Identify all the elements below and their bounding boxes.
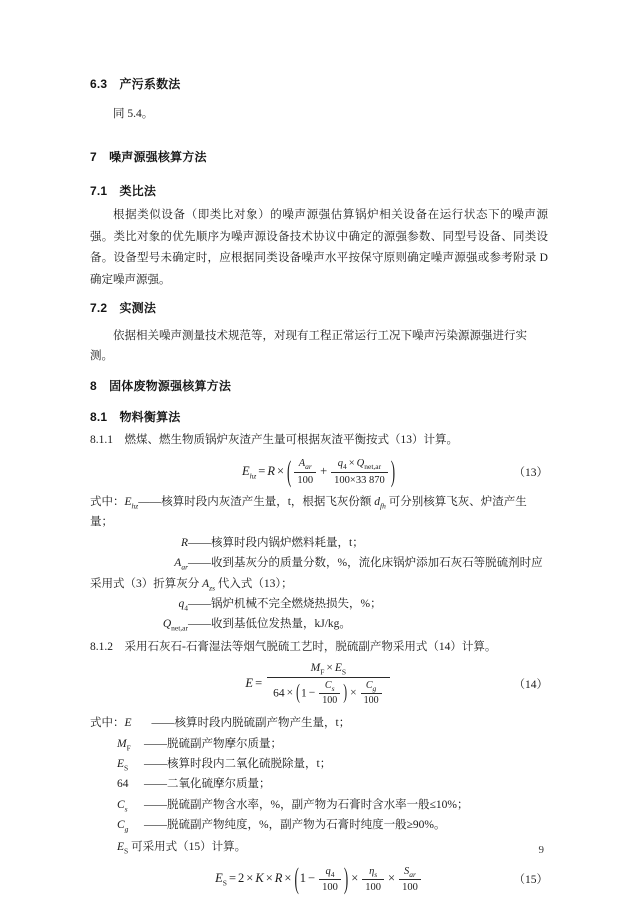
var-E: E	[241, 464, 250, 479]
heading-8-1: 8.1 物料衡算法	[90, 410, 181, 425]
fraction: $\frac{S_{ar}}{100}$	[399, 865, 421, 895]
formula-15-number: （15）	[513, 874, 548, 887]
formula-14	[90, 662, 548, 707]
page-number: 9	[538, 844, 544, 856]
left-paren: (	[294, 860, 299, 896]
formula-14-number: （14）	[513, 679, 548, 692]
var-E: E	[215, 871, 223, 886]
formula-15-body: $E_S = 2 \times K \times R \times (1$ − $\frac{q_4}{100}$ ) × $\frac{\eta_s}{100}$ × $\frac{S_{ar}}{100}$	[215, 871, 423, 885]
where14-row-64: 64 ——二氧化硫摩尔质量；	[117, 778, 271, 791]
fraction: $\frac{C_s}{100}$	[319, 680, 340, 708]
fraction: $\frac{q_4 \times Q_{net,ar}}{100\times 33 870}$	[331, 457, 388, 487]
where14-row-e: 式中：E ——核算时段内脱硫副产物产生量，t；	[90, 717, 351, 730]
formula-14-body: E = $M_F \times E_S$ 64 × (1 − $\frac{C_s}{100}$ ) × $\frac{C_g}{100}$	[245, 676, 392, 690]
var-E: E	[245, 676, 254, 691]
where-label: 式中：	[90, 495, 125, 508]
where14-row-es: $E_S$ ——核算时段内二氧化硫脱除量，t；	[117, 757, 332, 773]
formula-15	[90, 860, 548, 896]
para-8-1-1: 8.1.1 燃煤、燃生物质锅炉灰渣产生量可根据灰渣平衡按式（13）计算。	[90, 434, 458, 447]
formula-13-number: （13）	[513, 467, 548, 480]
para-7-1: 根据类似设备（即类比对象）的噪声源强估算锅炉相关设备在运行状态下的噪声源强。类比对象的优先顺序为噪声源设备技术协议中确定的源强参数、同型号设备、同类设备。设备型号未确定时，应根据同类设备噪声水平按保守原则确定噪声源强或参考附录 D 确定噪声源强。	[90, 209, 548, 286]
where14-row-mf: $M_F$ ——脱硫副产物摩尔质量；	[117, 737, 282, 752]
fraction: $\frac{\eta_s}{100}$	[362, 865, 384, 895]
where14-row-cg: $C_g$ ——脱硫副产物纯度，%，副产物为石膏时纯度一般≥90%。	[117, 819, 446, 834]
left-paren: (	[287, 453, 292, 489]
formula-13-body: $E_{hz} = R$ × ( $\frac{A_{ar}}{100}$ + $\frac{q_4 \times Q_{net,ar}}{100\times 33 870}$ )	[242, 464, 396, 478]
var-K: K	[255, 871, 264, 886]
formula-13	[90, 453, 548, 489]
where13-row-r: R——核算时段内锅炉燃料耗量，t；	[180, 536, 364, 549]
heading-7: 7 噪声源强核算方法	[90, 150, 207, 164]
where14-row-cs: $C_s$ ——脱硫副产物含水率，%，副产物为石膏时含水率一般≤10%；	[117, 798, 469, 814]
where13-row-qnet: $Q_{net,ar}——$收到基低位发热量，kJ/kg。	[162, 618, 351, 633]
where13-row-ehz: 式中：$E_{hz}——$核算时段内灰渣产生量，t，根据飞灰份额 $d_{fh}$ 可分别核算飞灰、炉渣产生量；	[90, 495, 527, 529]
fraction: $\frac{A_{ar}}{100}$	[294, 457, 316, 487]
para-6-3: 同 5.4。	[113, 108, 154, 120]
var-R: R	[267, 464, 275, 479]
right-paren: )	[343, 860, 349, 896]
heading-7-1: 7.1 类比法	[90, 184, 157, 198]
heading-7-2: 7.2 实测法	[90, 301, 157, 316]
fraction: $\frac{q_4}{100}$	[319, 865, 341, 895]
heading-8: 8 固体废物源强核算方法	[90, 379, 232, 394]
where13-row-aar: $A_{ar}——$收到基灰分的质量分数，%，流化床锅炉添加石灰石等脱硫剂时应采用式（3）折算灰分 $A_{zs}$ 代入式（13）；	[90, 557, 543, 592]
where13-row-q4: $q_4——$锅炉机械不完全燃烧热损失，%；	[178, 598, 382, 613]
para-7-2: 依据相关噪声测量技术规范等，对现有工程正常运行工况下噪声污染源源强进行实测。	[90, 330, 527, 363]
where-label: 式中：	[90, 717, 125, 730]
right-paren: )	[343, 682, 348, 705]
para-es-formula15: $E_S$ 可采用式（15）计算。	[117, 840, 247, 855]
fraction: $\frac{C_g}{100}$	[361, 680, 382, 708]
left-paren: (	[296, 682, 300, 705]
para-8-1-2: 8.1.2 采用石灰石-石膏湿法等烟气脱硫工艺时，脱硫副产物采用式（14）计算。	[90, 640, 497, 653]
heading-6-3: 6.3 产污系数法	[90, 77, 181, 91]
right-paren: )	[390, 453, 396, 489]
var-R: R	[274, 871, 283, 886]
big-fraction: $M_F \times E_S$ 64 × (1 − $\frac{C_s}{100}$ ) × $\frac{C_g}{100}$	[267, 662, 389, 707]
